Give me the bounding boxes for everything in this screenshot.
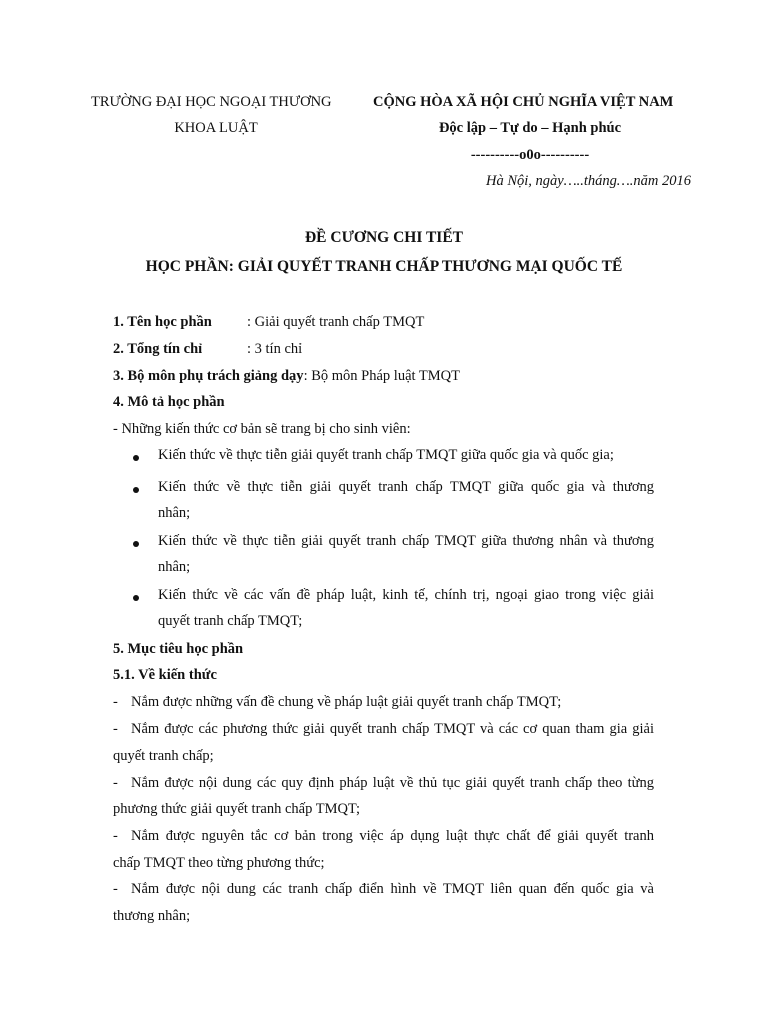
- objective-4-line1: Nắm được nguyên tắc cơ bản trong việc áp dụng luật thực chất để giải quyết tranh: [131, 828, 654, 844]
- bullet-item-1: Kiến thức về thực tiễn giải quyết tranh chấp TMQT giữa quốc gia và quốc gia;: [158, 447, 614, 463]
- objective-5-line2: thương nhân;: [113, 908, 191, 924]
- faculty-name: KHOA LUẬT: [174, 120, 258, 136]
- objective-3-line1: Nắm được nội dung các quy định pháp luật về thủ tục giải quyết tranh chấp theo từng: [131, 775, 654, 791]
- national-motto: Độc lập – Tự do – Hạnh phúc: [438, 120, 622, 136]
- bullet-item-2-line2: nhân;: [158, 505, 191, 521]
- department-label: 3. Bộ môn phụ trách giảng dạy: [113, 368, 304, 384]
- objective-4-line2: chấp TMQT theo từng phương thức;: [113, 855, 325, 871]
- dash-marker: -: [113, 775, 118, 791]
- dash-marker: -: [113, 881, 118, 897]
- document-title: ĐỀ CƯƠNG CHI TIẾT: [304, 229, 464, 246]
- dash-marker: -: [113, 828, 118, 844]
- objective-2-line1: Nắm được các phương thức giải quyết tranh chấp TMQT và các cơ quan tham gia giải: [131, 721, 654, 737]
- section-5-heading: 5. Mục tiêu học phần: [113, 641, 244, 657]
- dash-marker: -: [113, 721, 118, 737]
- section-4-intro: - Những kiến thức cơ bản sẽ trang bị cho sinh viên:: [113, 421, 411, 437]
- bullet-icon: [133, 487, 139, 493]
- bullet-item-3-line2: nhân;: [158, 559, 191, 575]
- course-title: HỌC PHẦN: GIẢI QUYẾT TRANH CHẤP THƯƠNG MẠI QUỐC TẾ: [145, 258, 623, 275]
- course-name-value: : Giải quyết tranh chấp TMQT: [247, 314, 425, 330]
- department-line: [113, 368, 460, 385]
- document-date: Hà Nội, ngày…..tháng….năm 2016: [485, 173, 691, 189]
- bullet-item-4-line1: Kiến thức về các vấn đề pháp luật, kinh tế, chính trị, ngoại giao trong việc giải: [158, 587, 654, 603]
- dash-marker: -: [113, 694, 118, 710]
- section-4-heading: 4. Mô tả học phần: [113, 394, 225, 410]
- country-name: CỘNG HÒA XÃ HỘI CHỦ NGHĨA VIỆT NAM: [373, 94, 674, 110]
- objective-5-line1: Nắm được nội dung các tranh chấp điển hình về TMQT liên quan đến quốc gia và: [131, 881, 654, 897]
- university-name: TRƯỜNG ĐẠI HỌC NGOẠI THƯƠNG: [91, 94, 332, 110]
- credits-value: : 3 tín chỉ: [247, 341, 303, 357]
- credits-label: 2. Tổng tín chỉ: [113, 341, 203, 357]
- bullet-icon: [133, 455, 139, 461]
- bullet-icon: [133, 541, 139, 547]
- course-name-label: 1. Tên học phần: [113, 314, 212, 330]
- section-5-1-heading: 5.1. Về kiến thức: [113, 667, 217, 683]
- bullet-item-3-line1: Kiến thức về thực tiễn giải quyết tranh chấp TMQT giữa thương nhân và thương: [158, 533, 654, 549]
- bullet-item-4-line2: quyết tranh chấp TMQT;: [158, 613, 303, 629]
- bullet-icon: [133, 595, 139, 601]
- bullet-item-2-line1: Kiến thức về thực tiễn giải quyết tranh chấp TMQT giữa quốc gia và thương: [158, 479, 654, 495]
- header-separator: ----------o0o----------: [470, 147, 590, 163]
- department-value: : Bộ môn Pháp luật TMQT: [303, 368, 460, 384]
- objective-2-line2: quyết tranh chấp;: [113, 748, 214, 764]
- objective-1: Nắm được những vấn đề chung về pháp luật giải quyết tranh chấp TMQT;: [131, 694, 562, 710]
- objective-3-line2: phương thức giải quyết tranh chấp TMQT;: [113, 801, 361, 817]
